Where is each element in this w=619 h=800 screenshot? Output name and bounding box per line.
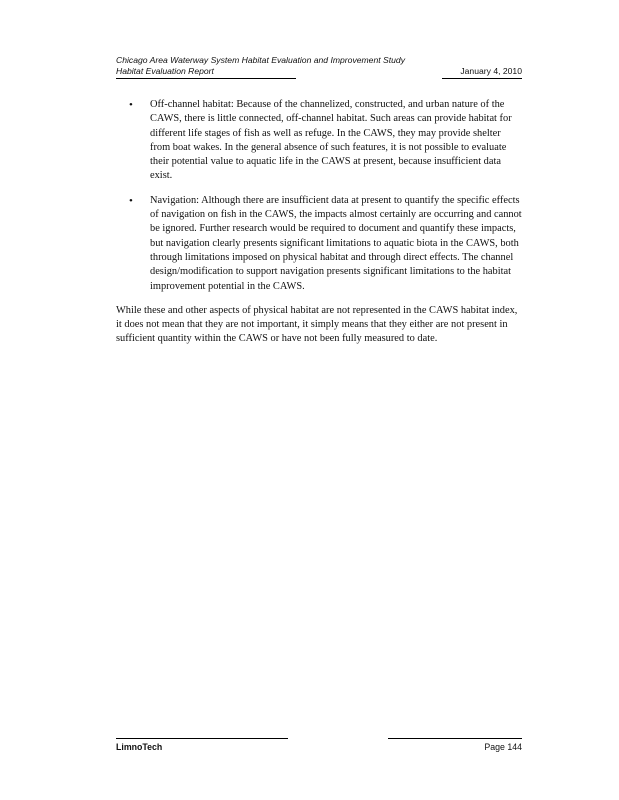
bullet-item-off-channel-habitat <box>116 98 522 184</box>
page-number: Page 144 <box>388 738 522 753</box>
bullet-list <box>116 98 522 294</box>
bullet-item-navigation <box>116 194 522 294</box>
report-date: January 4, 2010 <box>442 66 522 79</box>
report-title: Habitat Evaluation Report <box>116 66 296 79</box>
report-series-title: Chicago Area Waterway System Habitat Evaluation and Improvement Study <box>116 55 405 65</box>
closing-paragraph: While these and other aspects of physical habitat are not represented in the CAWS habitat index, it does not mean that they are not important, it simply means that they either are not present in sufficient quantity within the CAWS or have not been fully measured to date. <box>116 304 518 345</box>
bullet-icon: • <box>129 99 133 111</box>
page-header <box>116 55 522 78</box>
header-second-line <box>116 66 522 78</box>
company-name: LimnoTech <box>116 738 288 753</box>
bullet-icon: • <box>129 194 133 207</box>
page-body <box>116 98 522 347</box>
bullet-text: Off-channel habitat: Because of the channelized, constructed, and urban nature of the CAWS, there is little connected, off-channel habitat. Such areas can provide habitat for different life stages of fish as well as refuge. In the CAWS, they may provide shelter from boat wakes. In the general absence of such features, it is not possible to evaluate their potential value to aquatic life in the CAWS at present, because insufficient data exist. <box>150 99 512 182</box>
bullet-text: Navigation: Although there are insufficient data at present to quantify the specific effects of navigation on fish in the CAWS, the impacts almost certainly are occurring and cannot be ignored. Further research would be required to document and quantify these impacts, but navigation clearly presents significant limitations to aquatic biota in the CAWS, both through limitations imposed on physical habitat and through direct effects. The channel design/modification to support navigation presents significant limitations to the habitat improvement potential in the CAWS. <box>150 194 522 292</box>
